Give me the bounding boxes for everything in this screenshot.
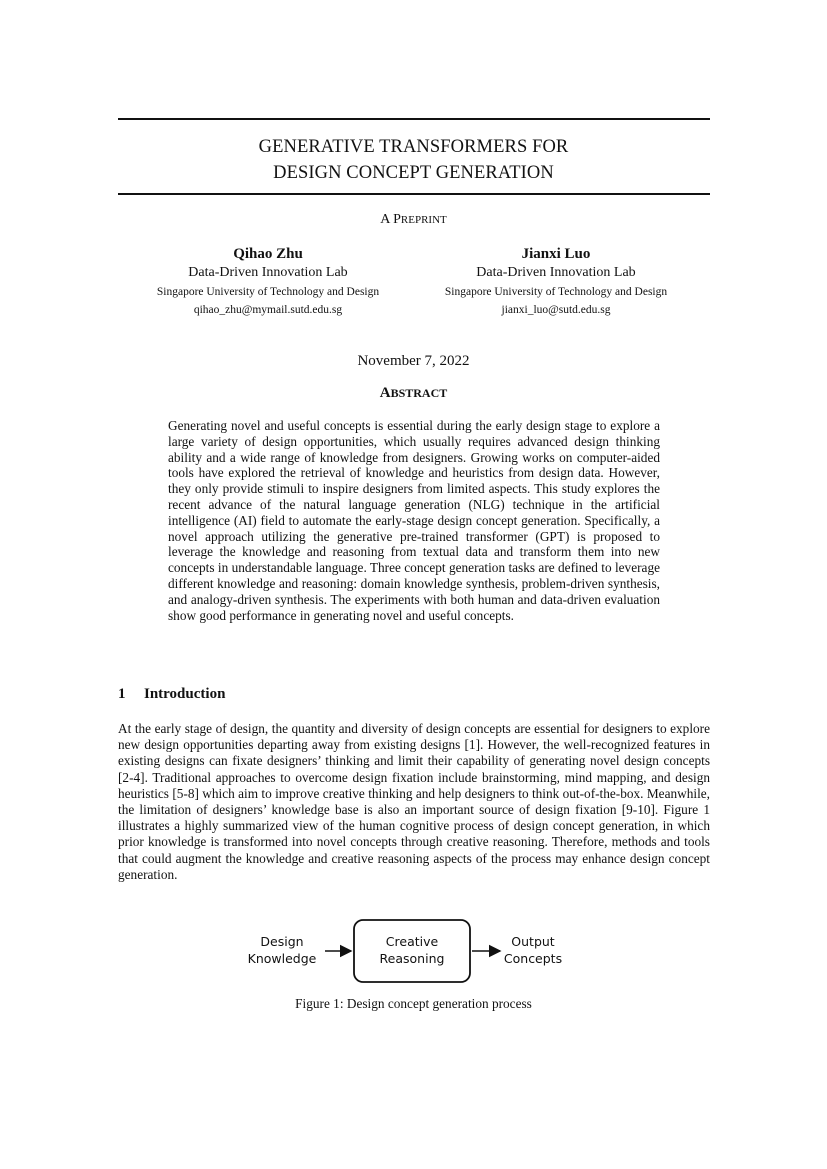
author-university: Singapore University of Technology and Design xyxy=(444,286,668,298)
section-title: Introduction xyxy=(144,686,226,702)
figure-output-label-1: Output xyxy=(511,934,555,949)
title-rule-bottom xyxy=(118,193,710,195)
figure-input-label-2: Knowledge xyxy=(247,951,317,966)
author-block-1 xyxy=(118,244,418,318)
abstract-text: Generating novel and useful concepts is essential during the early design stage to explore a large variety of design opportunities, which usually requires advanced design thinking ability and a wide range of knowledge from designers. Growing works on computer-aided tools have explored the retrieval of knowledge and heuristics from design data. However, they only provide stimuli to inspire designers from limited aspects. This study explores the recent advance of the natural language generation (NLG) technique in the artificial intelligence (AI) field to automate the early-stage design concept generation. Specifically, a novel approach utilizing the generative pre-trained transformer (GPT) is proposed to leverage the knowledge and reasoning from textual data and transform them into new concepts in understandable language. Three concept generation tasks are defined to leverage different knowledge and reasoning: domain knowledge synthesis, problem-driven synthesis, and analogy-driven synthesis. The experiments with both human and data-driven evaluation show good performance in generating novel and useful concepts. xyxy=(168,418,660,623)
author-block-2 xyxy=(406,244,706,318)
figure-box-label-2: Reasoning xyxy=(379,951,445,966)
abstract-heading-first: A xyxy=(379,385,391,401)
author-university: Singapore University of Technology and Design xyxy=(156,286,380,298)
preprint-rest: REPRINT xyxy=(400,214,447,226)
author-name: Jianxi Luo xyxy=(521,246,591,262)
abstract-heading xyxy=(0,385,827,402)
preprint-label xyxy=(0,212,827,228)
section-number: 1 xyxy=(118,686,126,702)
title-rule-top xyxy=(118,118,710,120)
section-heading xyxy=(118,686,225,703)
author-lab: Data-Driven Innovation Lab xyxy=(476,265,636,280)
author-email: qihao_zhu@mymail.sutd.edu.sg xyxy=(193,304,343,316)
author-email: jianxi_luo@sutd.edu.sg xyxy=(501,304,611,316)
figure-caption: Figure 1: Design concept generation process xyxy=(295,996,532,1011)
figure-input-label-1: Design xyxy=(260,934,304,949)
introduction-text: At the early stage of design, the quantity and diversity of design concepts are essential for designers to explore new design opportunities departing away from existing designs [1]. However, the well-recognized features in existing designs can fixate designers’ thinking and limit their capability of generating novel design concepts [2-4]. Traditional approaches to overcome design fixation include brainstorming, mind mapping, and design heuristics [5-8] which aim to improve creative thinking and help designers to think out-of-the-box. Meanwhile, the limitation of designers’ knowledge base is also an important source of design fixation [9-10]. Figure 1 illustrates a highly summarized view of the human cognitive process of design concept generation, in which prior knowledge is transformed into novel concepts through creative reasoning. Therefore, methods and tools that could augment the knowledge and creative reasoning aspects of the process may enhance design concept generation. xyxy=(118,721,710,882)
abstract-heading-rest: BSTRACT xyxy=(390,386,448,400)
paper-date: November 7, 2022 xyxy=(357,353,470,369)
paper-title-line-2: DESIGN CONCEPT GENERATION xyxy=(273,163,554,183)
figure-box-label-1: Creative xyxy=(385,934,439,949)
figure-output-label-2: Concepts xyxy=(503,951,563,966)
author-name: Qihao Zhu xyxy=(233,246,303,262)
paper-title-line-1: GENERATIVE TRANSFORMERS FOR xyxy=(258,137,569,157)
figure-1-diagram xyxy=(240,915,580,985)
preprint-first: A P xyxy=(380,212,401,227)
author-lab: Data-Driven Innovation Lab xyxy=(188,265,348,280)
